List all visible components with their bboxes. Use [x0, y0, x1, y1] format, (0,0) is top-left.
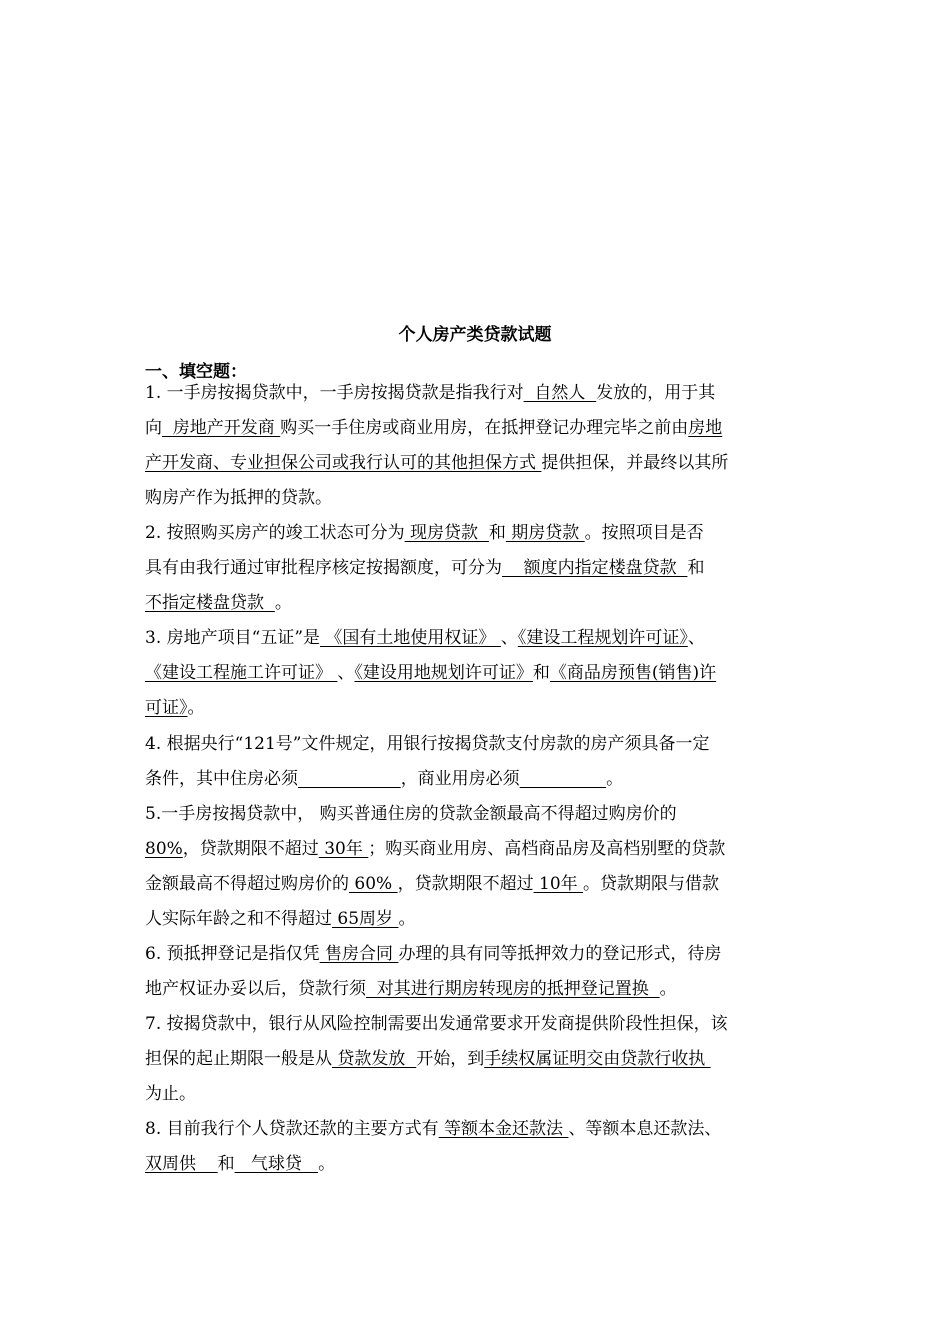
text-line: [145, 661, 825, 685]
section-heading: 一、填空题：: [145, 362, 247, 382]
text-line: [145, 802, 825, 826]
text-line: [145, 381, 825, 405]
answer-blank: 等额本金还款法: [438, 1119, 569, 1139]
text-segment: 发放的，用于其: [596, 383, 716, 403]
text-line: [145, 626, 825, 650]
answer-blank: 现房贷款: [404, 523, 489, 543]
text-segment: ，贷款期限不超过: [397, 874, 534, 894]
answer-blank: 手续权属证明交由贷款行收执: [484, 1049, 711, 1069]
text-segment: 条件，其中住房必须: [145, 769, 298, 789]
text-segment: 。贷款期限与借款: [583, 874, 720, 894]
answer-blank: 房地: [688, 418, 723, 438]
answer-blank: 《建设工程施工许可证》: [145, 663, 338, 683]
text-segment: 1. 一手房按揭贷款中，一手房按揭贷款是指我行对: [145, 383, 524, 403]
text-line: [145, 696, 825, 720]
text-segment: 和: [217, 1154, 235, 1174]
text-segment: 购买一手住房或商业用房，在抵押登记办理完毕之前由: [280, 418, 689, 438]
text-line: [145, 591, 825, 615]
answer-blank: 30年: [318, 839, 369, 859]
answer-blank: 贷款发放: [332, 1049, 417, 1069]
text-line: [145, 1152, 825, 1176]
text-line: [145, 942, 825, 966]
text-segment: 办理的具有同等抵押效力的登记形式，待房: [398, 944, 722, 964]
text-segment: 6. 预抵押登记是指仅凭: [145, 944, 320, 964]
text-segment: ，贷款期限不超过: [182, 839, 319, 859]
answer-blank: 可证》: [145, 698, 188, 718]
text-line: [145, 416, 825, 440]
text-line: [145, 1117, 825, 1141]
text-segment: ；购买商业用房、高档商品房及高档别墅的贷款: [368, 839, 726, 859]
answer-blank: 10年: [533, 874, 584, 894]
answer-blank: 期房贷款: [505, 523, 585, 543]
text-segment: 。: [398, 909, 416, 929]
answer-blank: 气球贷: [234, 1154, 319, 1174]
text-segment: ，商业用房必须: [400, 769, 520, 789]
text-line: [145, 1012, 825, 1036]
text-line: [145, 1047, 825, 1071]
text-segment: 、: [500, 628, 518, 648]
answer-blank: [298, 769, 401, 789]
answer-blank: 《国有土地使用权证》: [320, 628, 501, 648]
text-line: [145, 1082, 825, 1106]
text-line: [145, 767, 825, 791]
answer-blank: 不指定楼盘贷款: [145, 593, 275, 613]
answer-blank: 对其进行期房转现房的抵押登记置换: [366, 979, 660, 999]
answer-blank: 《建设用地规划许可证》: [354, 663, 533, 683]
text-segment: 、: [337, 663, 355, 683]
text-line: [145, 451, 825, 475]
text-segment: 向: [145, 418, 162, 438]
text-segment: 、等额本息还款法、: [568, 1119, 722, 1139]
text-line: [145, 872, 825, 896]
text-segment: 5.一手房按揭贷款中， 购买普通住房的贷款金额最高不得超过购房价的: [145, 804, 677, 824]
text-segment: 金额最高不得超过购房价的: [145, 874, 349, 894]
answer-blank: 房地产开发商: [162, 418, 281, 438]
answer-blank: 产开发商、专业担保公司或我行认可的其他担保方式: [145, 453, 542, 473]
text-segment: 和: [488, 523, 506, 543]
text-segment: 、: [687, 628, 705, 648]
text-line: [145, 521, 825, 545]
text-segment: 地产权证办妥以后，贷款行须: [145, 979, 366, 999]
text-segment: 4. 根据央行“121号”文件规定，用银行按揭贷款支付房款的房产须具备一定: [145, 734, 710, 754]
text-segment: 。: [318, 1154, 336, 1174]
text-segment: 开始，到: [416, 1049, 485, 1069]
text-segment: 。: [606, 769, 624, 789]
text-segment: 3. 房地产项目“五证”是: [145, 628, 321, 648]
text-segment: 提供担保，并最终以其所: [541, 453, 729, 473]
answer-blank: 65周岁: [332, 909, 399, 929]
document-title: 个人房产类贷款试题: [398, 325, 552, 345]
text-segment: 8. 目前我行个人贷款还款的主要方式有: [145, 1119, 439, 1139]
answer-blank: 80%: [145, 839, 183, 859]
text-segment: 人实际年龄之和不得超过: [145, 909, 332, 929]
text-segment: 和: [687, 558, 705, 578]
text-line: [145, 486, 825, 510]
answer-blank: 《商品房预售(销售)许: [549, 663, 717, 683]
text-segment: 和: [532, 663, 550, 683]
text-segment: 。按照项目是否: [584, 523, 704, 543]
text-segment: 。: [659, 979, 677, 999]
text-line: [145, 732, 825, 756]
text-line: [145, 837, 825, 861]
text-line: [145, 977, 825, 1001]
text-segment: 7. 按揭贷款中，银行从风险控制需要出发通常要求开发商提供阶段性担保，该: [145, 1014, 728, 1034]
answer-blank: 《建设工程规划许可证》: [517, 628, 688, 648]
answer-blank: 售房合同: [319, 944, 399, 964]
text-segment: 为止。: [145, 1084, 196, 1104]
answer-blank: 60%: [349, 874, 398, 894]
text-segment: 。: [274, 593, 292, 613]
answer-blank: [520, 769, 606, 789]
text-line: [145, 556, 825, 580]
text-segment: 担保的起止期限一般是从: [145, 1049, 332, 1069]
text-line: [145, 907, 825, 931]
answer-blank: 双周供: [145, 1154, 218, 1174]
text-segment: 。: [187, 698, 205, 718]
answer-blank: 自然人: [523, 383, 597, 403]
text-segment: 购房产作为抵押的贷款。: [145, 488, 332, 508]
text-segment: 2. 按照购买房产的竣工状态可分为: [145, 523, 405, 543]
text-segment: 具有由我行通过审批程序核定按揭额度，可分为: [145, 558, 502, 578]
answer-blank: 额度内指定楼盘贷款: [502, 558, 688, 578]
